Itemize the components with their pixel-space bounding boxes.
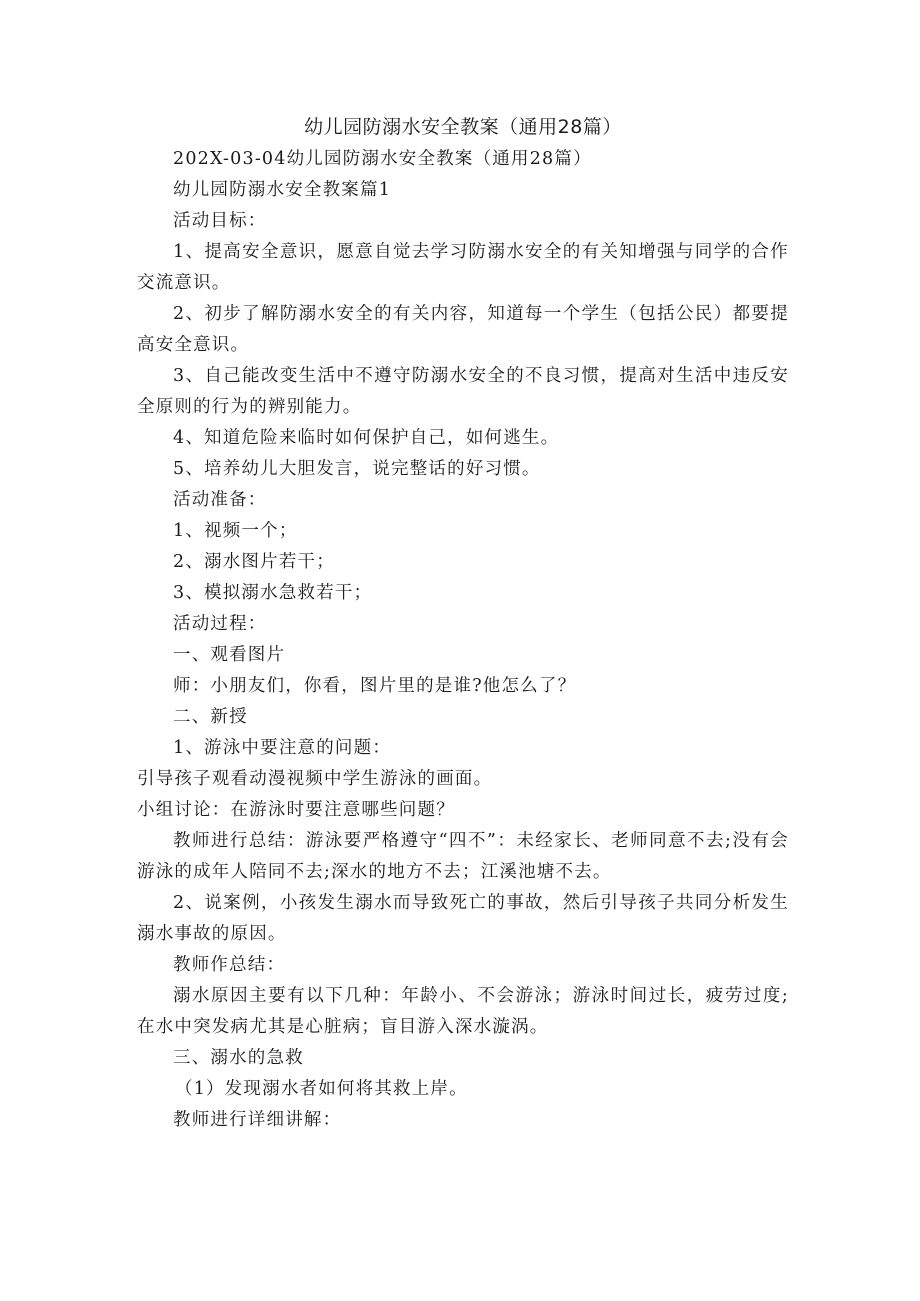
- process-step-heading: 三、溺水的急救: [173, 1048, 304, 1068]
- subheading-goals: 活动目标：: [173, 211, 267, 231]
- section-heading: 幼儿园防溺水安全教案篇1: [173, 180, 392, 200]
- body-paragraph: 引导孩子观看动漫视频中学生游泳的画面。: [137, 769, 493, 789]
- body-paragraph: 溺水原因主要有以下几种：年龄小、不会游泳；游泳时间过长，疲劳过度;在水中突发病尤其是心脏病；盲目游入深水漩涡。: [137, 986, 789, 1037]
- body-paragraph: 教师进行详细讲解：: [173, 1110, 342, 1130]
- subheading-preparation: 活动准备：: [173, 490, 267, 510]
- document-page: [137, 112, 789, 1136]
- body-paragraph: 教师作总结：: [173, 955, 286, 975]
- document-title: 幼儿园防溺水安全教案（通用28篇）: [304, 116, 622, 138]
- body-paragraph: 教师进行总结：游泳要严格遵守“四不”：未经家长、老师同意不去;没有会游泳的成年人陪同不去;深水的地方不去；江溪池塘不去。: [137, 831, 789, 882]
- process-step-heading: 二、新授: [173, 707, 248, 727]
- goal-item: 2、初步了解防溺水安全的有关内容，知道每一个学生（包括公民）都要提高安全意识。: [137, 304, 789, 355]
- body-paragraph: 小组讨论：在游泳时要注意哪些问题？: [137, 800, 455, 820]
- subheading-process: 活动过程：: [173, 614, 267, 634]
- body-paragraph: 1、游泳中要注意的问题：: [173, 738, 392, 758]
- process-step-heading: 一、观看图片: [173, 645, 286, 665]
- body-paragraph: （1）发现溺水者如何将其救上岸。: [175, 1079, 468, 1099]
- preparation-item: 3、模拟溺水急救若干；: [173, 583, 373, 603]
- goal-item: 5、培养幼儿大胆发言，说完整话的好习惯。: [173, 459, 541, 479]
- goal-item: 3、自己能改变生活中不遵守防溺水安全的不良习惯，提高对生活中违反安全原则的行为的辨别能力。: [137, 366, 789, 417]
- body-paragraph: 师：小朋友们，你看，图片里的是谁?他怎么了？: [173, 676, 577, 696]
- date-line: 202X-03-04幼儿园防溺水安全教案（通用28篇）: [173, 149, 592, 169]
- goal-item: 4、知道危险来临时如何保护自己，如何逃生。: [173, 428, 560, 448]
- preparation-item: 2、溺水图片若干；: [173, 552, 335, 572]
- goal-item: 1、提高安全意识，愿意自觉去学习防溺水安全的有关知增强与同学的合作交流意识。: [137, 242, 789, 293]
- preparation-item: 1、视频一个；: [173, 521, 298, 541]
- body-paragraph: 2、说案例，小孩发生溺水而导致死亡的事故，然后引导孩子共同分析发生溺水事故的原因。: [137, 893, 789, 944]
